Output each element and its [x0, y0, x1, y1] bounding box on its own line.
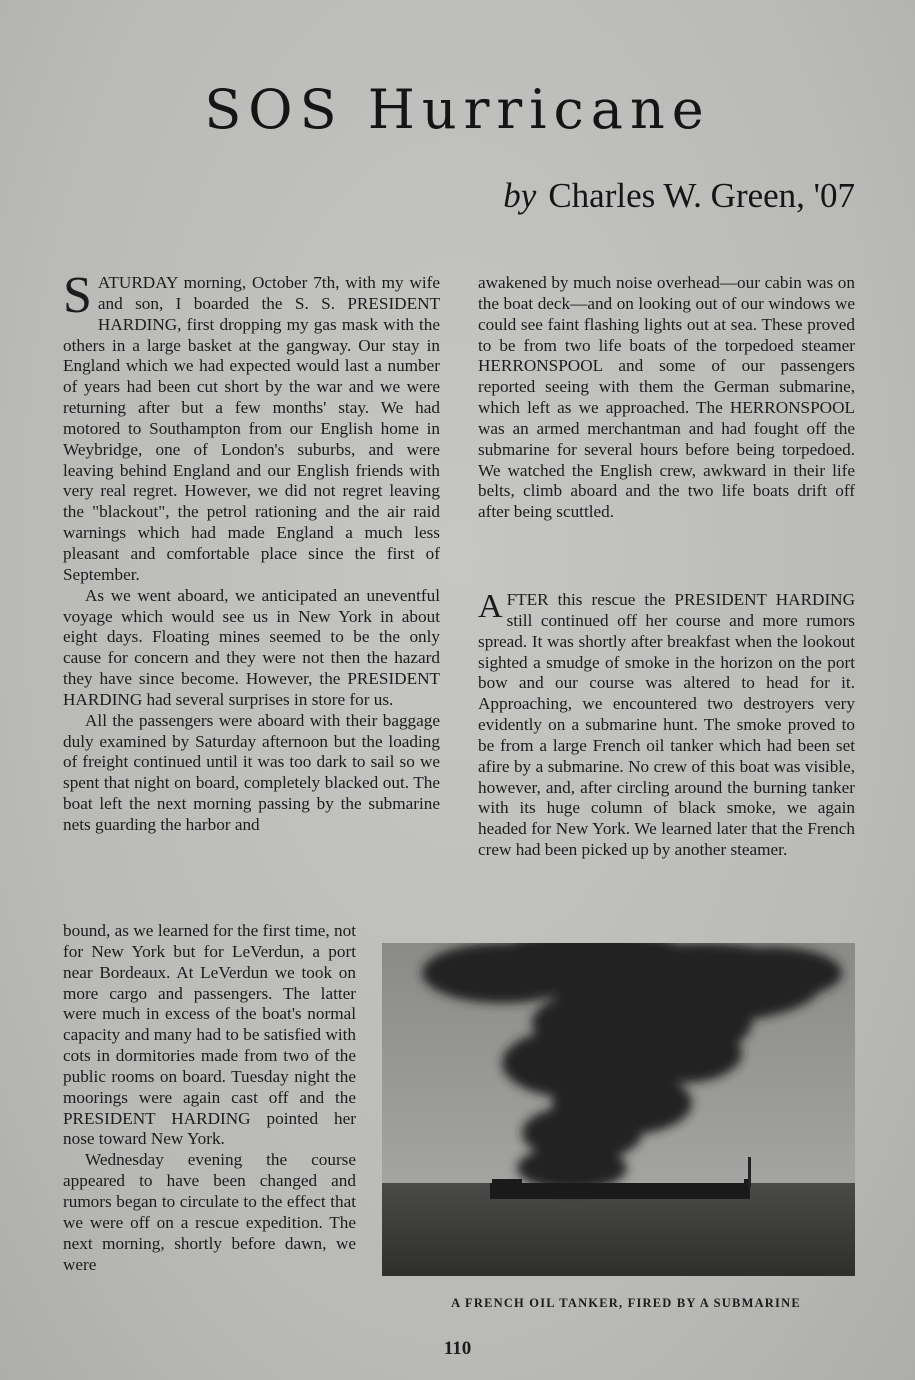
page-number: 110	[443, 1338, 472, 1359]
burning-tanker-photo	[382, 943, 855, 1276]
drop-cap-a: A	[478, 588, 503, 625]
drop-cap-s: S	[63, 267, 92, 324]
byline	[503, 176, 855, 216]
paragraph-2: As we went aboard, we anticipated an uneventful voyage which would see us in New York in about eight days. Floating mines seemed to be the only cause for concern and they were not then the hazard they have since become. However, the PRESIDENT HARDING had several surprises in store for us.	[63, 585, 440, 709]
paragraph-6-text: FTER this rescue the PRESIDENT HARDING still continued off her course and more rumors spread. It was shortly after breakfast when the lookout sighted a smudge of smoke in the horizon on the port bow and our course was altered to head for it. Approaching, we encountered two destroyers very evidently on a submarine hunt. The smoke proved to be from a large French oil tanker which had been set afire by a submarine. No crew of this boat was visible, however, and, after circling around the burning tanker with its huge column of black smoke, we again headed for New York. We learned later that the French crew had been picked up by another steamer.	[478, 590, 855, 860]
author-name: Charles W. Green, '07	[548, 176, 855, 215]
paragraph-5: awakened by much noise overhead—our cabin was on the boat deck—and on looking out of our windows we could see faint flashing lights out at sea. These proved to be from two life boats of the torpedoed steamer HERRONSPOOL and some of our passengers reported seeing with them the German submarine, which left as we approached. The HERRONSPOOL was an armed merchantman and had fought off the submarine for several hours before being torpedoed. We watched the English crew, awkward in their life belts, climb aboard and the two life boats drift off after being scuttled.	[478, 273, 855, 522]
paragraph-4: Wednesday evening the course appeared to have been changed and rumors began to circulate to the effect that we were off on a rescue expedition. The next morning, shortly before dawn, we were	[63, 1150, 356, 1274]
right-column-section-2	[478, 590, 855, 861]
left-column	[63, 267, 440, 836]
photo-caption: A FRENCH OIL TANKER, FIRED BY A SUBMARINE	[451, 1296, 801, 1310]
photo-illustration	[382, 943, 855, 1276]
paragraph-6	[478, 590, 855, 861]
paragraph-3: All the passengers were aboard with their baggage duly examined by Saturday afternoon but the loading of freight continued until it was too dark to sail so we spent that night on board, completely blacked out. The boat left the next morning passing by the submarine nets guarding the harbor and	[63, 710, 440, 834]
left-column-narrow	[63, 921, 356, 1275]
paragraph-1-text: ATURDAY morning, October 7th, with my wife and son, I boarded the S. S. PRESIDENT HARDING, first dropping my gas mask with the others in a large basket at the gangway. Our stay in England which we had expected would last a number of years had been cut short by the war and we were returning after but a few months' stay. We had motored to Southampton from our English home in Weybridge, one of London's suburbs, and were leaving behind England and our English friends with very real regret. However, we did not regret leaving the "blackout", the petrol rationing and the air raid warnings which had made England a much less pleasant and comfortable place since the first of September.	[63, 273, 440, 584]
article-title: SOS Hurricane	[204, 78, 711, 141]
right-column	[478, 273, 855, 523]
paragraph-3-continued: bound, as we learned for the first time, not for New York but for LeVerdun, a port near Bordeaux. At LeVerdun we took on more cargo and passengers. The latter were much in excess of the boat's normal capacity and many had to be satisfied with cots in dormitories made from two of the public rooms on board. Tuesday night the moorings were again cast off and the PRESIDENT HARDING pointed her nose toward New York.	[63, 921, 356, 1149]
byline-prefix: by	[503, 176, 537, 215]
tanker-mast	[748, 1157, 751, 1187]
paragraph-1	[63, 267, 440, 586]
